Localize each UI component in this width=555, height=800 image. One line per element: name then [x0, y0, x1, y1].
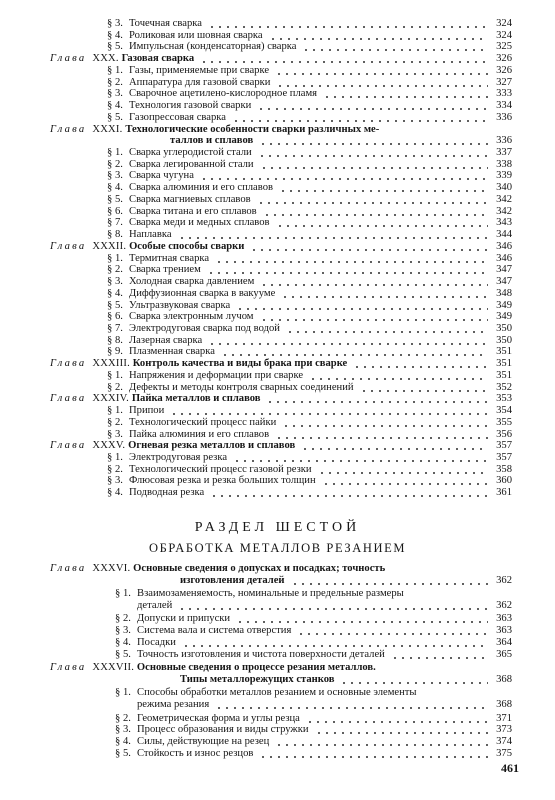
- toc-page-number: 352: [496, 382, 512, 393]
- section-number: § 5.: [115, 649, 131, 660]
- toc-section-entry: [115, 613, 230, 625]
- dot-leader: [360, 390, 488, 392]
- toc-entry-title: Контроль качества и виды брака при сварке: [132, 358, 348, 369]
- chapter-number: XXX.: [92, 53, 122, 64]
- toc-entry-title: Посадки: [137, 637, 176, 648]
- section-number: § 5.: [115, 748, 131, 759]
- dot-leader: [275, 437, 488, 439]
- section-number: § 5.: [107, 41, 123, 52]
- dot-leader: [275, 73, 488, 75]
- toc-entry-title: Диффузионная сварка в вакууме: [129, 288, 276, 299]
- toc-page-number: 368: [496, 699, 512, 710]
- dot-leader: [266, 401, 488, 403]
- toc-section-entry: [137, 600, 172, 612]
- dot-leader: [208, 343, 488, 345]
- toc-entry-title: Газовая сварка: [121, 53, 195, 64]
- dot-leader: [340, 682, 488, 684]
- toc-section-entry: [180, 575, 285, 587]
- toc-entry-title: Холодная сварка давлением: [129, 276, 255, 287]
- toc-page-number: 374: [496, 736, 512, 747]
- chapter-prefix: Глава: [50, 662, 87, 673]
- dot-leader: [353, 366, 488, 368]
- part-title: ОБРАБОТКА МЕТАЛЛОВ РЕЗАНИЕМ: [148, 541, 407, 555]
- toc-section-entry: [107, 229, 172, 241]
- toc-entry-title: Сварка легированной стали: [129, 159, 254, 170]
- dot-leader: [233, 460, 488, 462]
- dot-leader: [232, 120, 488, 122]
- dot-leader: [258, 155, 488, 157]
- section-number: § 5.: [107, 300, 123, 311]
- toc-page-number: 349: [496, 300, 512, 311]
- toc-page-number: 350: [496, 323, 512, 334]
- dot-leader: [178, 237, 488, 239]
- dot-leader: [259, 143, 488, 145]
- toc-page-number: 347: [496, 276, 512, 287]
- toc-entry-title: Основные сведения о процессе резания металлов.: [136, 662, 376, 673]
- chapter-number: XXXI.: [92, 124, 126, 135]
- toc-entry-title: Наплавка: [129, 229, 172, 240]
- toc-page-number: 336: [496, 135, 512, 146]
- toc-entry-title: Способы обработки металлов резанием и основные элементы: [137, 687, 417, 698]
- dot-leader: [257, 202, 488, 204]
- toc-page-number: 326: [496, 65, 512, 76]
- section-number: § 2.: [107, 464, 123, 475]
- dot-leader: [282, 425, 488, 427]
- toc-page-number: 361: [496, 487, 512, 498]
- toc-entry-title: Система вала и система отверстия: [137, 625, 292, 636]
- toc-page-number: 351: [496, 358, 512, 369]
- toc-page-number: 371: [496, 713, 512, 724]
- section-number: § 4.: [107, 30, 123, 41]
- section-number: § 2.: [115, 613, 131, 624]
- chapter-number: XXXII.: [92, 241, 130, 252]
- chapter-prefix: Глава: [50, 440, 87, 451]
- toc-entry-title: Особые способы сварки: [129, 241, 245, 252]
- toc-page-number: 349: [496, 311, 512, 322]
- section-number: § 7.: [107, 217, 123, 228]
- section-number: § 9.: [107, 346, 123, 357]
- dot-leader: [279, 190, 488, 192]
- toc-section-entry: [107, 182, 273, 194]
- page-number: 461: [501, 761, 519, 775]
- toc-page-number: 340: [496, 182, 512, 193]
- section-number: § 1.: [107, 452, 123, 463]
- toc-entry-title: Основные сведения о допусках и посадках; точность: [133, 563, 386, 574]
- toc-page-number: 336: [496, 112, 512, 123]
- toc-section-entry: [107, 217, 270, 229]
- toc-entry-title: Аппаратура для газовой сварки: [129, 77, 271, 88]
- toc-entry-title: Силы, действующие на резец: [137, 736, 270, 747]
- toc-page-number: 342: [496, 206, 512, 217]
- toc-section-entry: [115, 588, 404, 600]
- section-number: § 2.: [107, 77, 123, 88]
- toc-page-number: 355: [496, 417, 512, 428]
- toc-entry-title: Подводная резка: [129, 487, 205, 498]
- dot-leader: [257, 108, 488, 110]
- toc-chapter-entry: [50, 241, 244, 253]
- toc-section-entry: [107, 405, 164, 417]
- toc-page-number: 339: [496, 170, 512, 181]
- section-number: § 3.: [107, 170, 123, 181]
- toc-section-entry: [170, 135, 253, 147]
- toc-section-entry: [180, 674, 334, 686]
- toc-section-entry: [115, 748, 253, 760]
- chapter-number: XXXVI.: [92, 563, 134, 574]
- toc-page-number: 338: [496, 159, 512, 170]
- dot-leader: [170, 413, 488, 415]
- chapter-prefix: Глава: [50, 393, 87, 404]
- toc-section-entry: [107, 311, 254, 323]
- section-number: § 1.: [115, 687, 131, 698]
- toc-entry-title: Геометрическая форма и углы резца: [137, 713, 300, 724]
- toc-entry-title: Плазменная сварка: [129, 346, 215, 357]
- toc-section-entry: [107, 170, 194, 182]
- toc-page-number: 325: [496, 41, 512, 52]
- dot-leader: [200, 61, 488, 63]
- section-number: § 2.: [107, 264, 123, 275]
- toc-section-entry: [107, 65, 269, 77]
- dot-leader: [236, 308, 488, 310]
- dot-leader: [210, 495, 488, 497]
- toc-section-entry: [107, 88, 317, 100]
- toc-section-entry: [107, 417, 276, 429]
- toc-entry-title: таллов и сплавов: [170, 135, 254, 146]
- toc-page-number: 362: [496, 575, 512, 586]
- section-number: § 4.: [107, 182, 123, 193]
- toc-page-number: 365: [496, 649, 512, 660]
- toc-section-entry: [115, 687, 417, 699]
- toc-entry-title: Ультразвуковая сварка: [129, 300, 231, 311]
- toc-page-number: 347: [496, 264, 512, 275]
- section-number: § 4.: [107, 288, 123, 299]
- section-number: § 3.: [107, 475, 123, 486]
- toc-page-number: 354: [496, 405, 512, 416]
- toc-page-number: 337: [496, 147, 512, 158]
- dot-leader: [263, 214, 488, 216]
- dot-leader: [276, 85, 488, 87]
- toc-section-entry: [107, 147, 252, 159]
- section-number: § 2.: [107, 417, 123, 428]
- section-number: § 8.: [107, 229, 123, 240]
- toc-page-number: 368: [496, 674, 512, 685]
- toc-section-entry: [115, 637, 176, 649]
- toc-entry-title: Технологические особенности сварки различных ме-: [125, 124, 380, 135]
- dot-leader: [306, 721, 488, 723]
- toc-page-number: 334: [496, 100, 512, 111]
- dot-leader: [301, 448, 488, 450]
- toc-entry-title: Стойкость и износ резцов: [137, 748, 254, 759]
- section-number: § 1.: [107, 147, 123, 158]
- dot-leader: [208, 26, 488, 28]
- toc-entry-title: Флюсовая резка и резка больших толщин: [129, 475, 316, 486]
- toc-entry-title: Импульсная (конденсаторная) сварка: [129, 41, 297, 52]
- toc-chapter-entry: [50, 440, 295, 452]
- toc-page-number: 351: [496, 346, 512, 357]
- toc-entry-title: Пайка металлов и сплавов: [131, 393, 261, 404]
- toc-page-number: 350: [496, 335, 512, 346]
- section-number: § 4.: [107, 100, 123, 111]
- dot-leader: [215, 261, 488, 263]
- toc-entry-title: Технологический процесс пайки: [129, 417, 277, 428]
- toc-section-entry: [107, 276, 254, 288]
- section-number: § 2.: [107, 159, 123, 170]
- toc-page-number: 356: [496, 429, 512, 440]
- toc-entry-title: Пайка алюминия и его сплавов: [129, 429, 270, 440]
- toc-entry-title: Термитная сварка: [129, 253, 210, 264]
- dot-leader: [281, 296, 488, 298]
- section-number: § 2.: [115, 713, 131, 724]
- dot-leader: [207, 272, 488, 274]
- toc-entry-title: Электродуговая резка: [129, 452, 228, 463]
- toc-entry-title: Роликовая или шовная сварка: [129, 30, 263, 41]
- toc-section-entry: [115, 724, 309, 736]
- toc-page-number: 375: [496, 748, 512, 759]
- toc-page-number: 342: [496, 194, 512, 205]
- toc-entry-title: Огневая резка металлов и сплавов: [128, 440, 296, 451]
- toc-chapter-entry: [50, 662, 376, 674]
- chapter-number: XXXIV.: [92, 393, 132, 404]
- toc-section-entry: [107, 112, 226, 124]
- dot-leader: [309, 378, 488, 380]
- toc-page-number: 343: [496, 217, 512, 228]
- toc-section-entry: [107, 487, 204, 499]
- section-number: § 1.: [107, 370, 123, 381]
- toc-page-number: 324: [496, 18, 512, 29]
- chapter-prefix: Глава: [50, 53, 87, 64]
- toc-entry-title: изготовления деталей: [180, 575, 285, 586]
- chapter-prefix: Глава: [50, 124, 87, 135]
- dot-leader: [260, 167, 488, 169]
- toc-entry-title: Лазерная сварка: [129, 335, 203, 346]
- toc-entry-title: Точечная сварка: [129, 18, 202, 29]
- dot-leader: [322, 483, 488, 485]
- toc-entry-title: Сварка алюминия и его сплавов: [129, 182, 273, 193]
- toc-section-entry: [115, 736, 269, 748]
- toc-entry-title: Сварка титана и его сплавов: [129, 206, 257, 217]
- toc-section-entry: [107, 288, 275, 300]
- toc-entry-title: Точность изготовления и чистота поверхности деталей: [137, 649, 385, 660]
- toc-entry-title: деталей: [137, 600, 173, 611]
- toc-page-number: 360: [496, 475, 512, 486]
- toc-entry-title: режима резания: [137, 699, 210, 710]
- dot-leader: [323, 96, 488, 98]
- dot-leader: [178, 608, 488, 610]
- toc-page-number: 357: [496, 440, 512, 451]
- dot-leader: [291, 583, 488, 585]
- toc-section-entry: [107, 346, 215, 358]
- toc-entry-title: Технологический процесс газовой резки: [129, 464, 312, 475]
- section-number: § 3.: [115, 625, 131, 636]
- dot-leader: [315, 732, 488, 734]
- toc-page-number: 353: [496, 393, 512, 404]
- toc-section-entry: [137, 699, 209, 711]
- section-number: § 4.: [107, 487, 123, 498]
- toc-entry-title: Процесс образования и виды стружки: [137, 724, 309, 735]
- toc-entry-title: Взаимозаменяемость, номинальные и предельные размеры: [137, 588, 404, 599]
- toc-section-entry: [107, 194, 251, 206]
- chapter-number: XXXIII.: [92, 358, 133, 369]
- toc-entry-title: Сварка углеродистой стали: [129, 147, 252, 158]
- toc-chapter-entry: [50, 53, 194, 65]
- toc-page-number: 363: [496, 613, 512, 624]
- toc-page-number: 327: [496, 77, 512, 88]
- dot-leader: [302, 49, 488, 51]
- toc-entry-title: Газопрессовая сварка: [129, 112, 226, 123]
- dot-leader: [236, 621, 488, 623]
- chapter-number: XXXV.: [92, 440, 129, 451]
- dot-leader: [286, 331, 488, 333]
- toc-chapter-entry: [50, 563, 385, 575]
- section-number: § 3.: [107, 276, 123, 287]
- dot-leader: [260, 284, 488, 286]
- toc-entry-title: Сварочное ацетилено-кислородное пламя: [129, 88, 318, 99]
- dot-leader: [182, 645, 488, 647]
- toc-section-entry: [107, 475, 316, 487]
- section-number: § 3.: [115, 724, 131, 735]
- dot-leader: [318, 472, 488, 474]
- toc-page-number: 357: [496, 452, 512, 463]
- toc-entry-title: Электродуговая сварка под водой: [129, 323, 280, 334]
- toc-entry-title: Припои: [129, 405, 165, 416]
- toc-chapter-entry: [50, 358, 347, 370]
- section-number: § 2.: [107, 382, 123, 393]
- toc-entry-title: Сварка магниевых сплавов: [129, 194, 251, 205]
- toc-chapter-entry: [50, 393, 260, 405]
- chapter-prefix: Глава: [50, 358, 87, 369]
- toc-entry-title: Сварка электронным лучом: [129, 311, 254, 322]
- toc-section-entry: [107, 264, 201, 276]
- dot-leader: [297, 633, 488, 635]
- toc-page-number: 326: [496, 53, 512, 64]
- toc-section-entry: [115, 649, 385, 661]
- toc-section-entry: [107, 18, 202, 30]
- toc-entry-title: Газы, применяемые при сварке: [129, 65, 270, 76]
- section-number: § 8.: [107, 335, 123, 346]
- toc-entry-title: Технология газовой сварки: [129, 100, 252, 111]
- toc-section-entry: [107, 452, 227, 464]
- section-number: § 4.: [115, 637, 131, 648]
- toc-page-number: 363: [496, 625, 512, 636]
- dot-leader: [260, 319, 489, 321]
- toc-page-number: 346: [496, 253, 512, 264]
- section-number: § 5.: [107, 194, 123, 205]
- toc-page-number: 333: [496, 88, 512, 99]
- toc-entry-title: Сварка чугуна: [129, 170, 194, 181]
- dot-leader: [276, 225, 488, 227]
- section-number: § 3.: [107, 429, 123, 440]
- dot-leader: [215, 707, 488, 709]
- toc-page-number: 362: [496, 600, 512, 611]
- section-number: § 6.: [107, 206, 123, 217]
- toc-page-number: 373: [496, 724, 512, 735]
- section-number: § 4.: [115, 736, 131, 747]
- toc-section-entry: [107, 323, 280, 335]
- toc-section-entry: [107, 100, 251, 112]
- toc-entry-title: Типы металлорежущих станков: [180, 674, 335, 685]
- toc-section-entry: [115, 625, 291, 637]
- toc-page-number: 344: [496, 229, 512, 240]
- section-number: § 1.: [107, 253, 123, 264]
- dot-leader: [259, 756, 488, 758]
- section-number: § 3.: [107, 88, 123, 99]
- toc-page-number: 346: [496, 241, 512, 252]
- section-number: § 1.: [107, 65, 123, 76]
- toc-entry-title: Напряжения и деформации при сварке: [129, 370, 304, 381]
- section-number: § 1.: [107, 405, 123, 416]
- dot-leader: [250, 249, 488, 251]
- dot-leader: [200, 178, 488, 180]
- part-heading: РАЗДЕЛ ШЕСТОЙ: [194, 520, 361, 535]
- toc-page-number: 351: [496, 370, 512, 381]
- toc-entry-title: Допуски и припуски: [137, 613, 231, 624]
- toc-page-number: 348: [496, 288, 512, 299]
- section-number: § 5.: [107, 112, 123, 123]
- toc-entry-title: Сварка трением: [129, 264, 201, 275]
- section-number: § 3.: [107, 18, 123, 29]
- toc-section-entry: [107, 41, 296, 53]
- dot-leader: [221, 354, 488, 356]
- dot-leader: [275, 744, 488, 746]
- toc-entry-title: Дефекты и методы контроля сварных соединений: [129, 382, 354, 393]
- chapter-prefix: Глава: [50, 563, 87, 574]
- toc-section-entry: [107, 370, 303, 382]
- toc-page-number: 364: [496, 637, 512, 648]
- section-number: § 1.: [115, 588, 131, 599]
- section-number: § 7.: [107, 323, 123, 334]
- toc-entry-title: Сварка меди и медных сплавов: [129, 217, 270, 228]
- toc-page-number: 324: [496, 30, 512, 41]
- section-number: § 6.: [107, 311, 123, 322]
- toc-page-number: 358: [496, 464, 512, 475]
- chapter-prefix: Глава: [50, 241, 87, 252]
- dot-leader: [269, 38, 488, 40]
- chapter-number: XXXVII.: [92, 662, 137, 673]
